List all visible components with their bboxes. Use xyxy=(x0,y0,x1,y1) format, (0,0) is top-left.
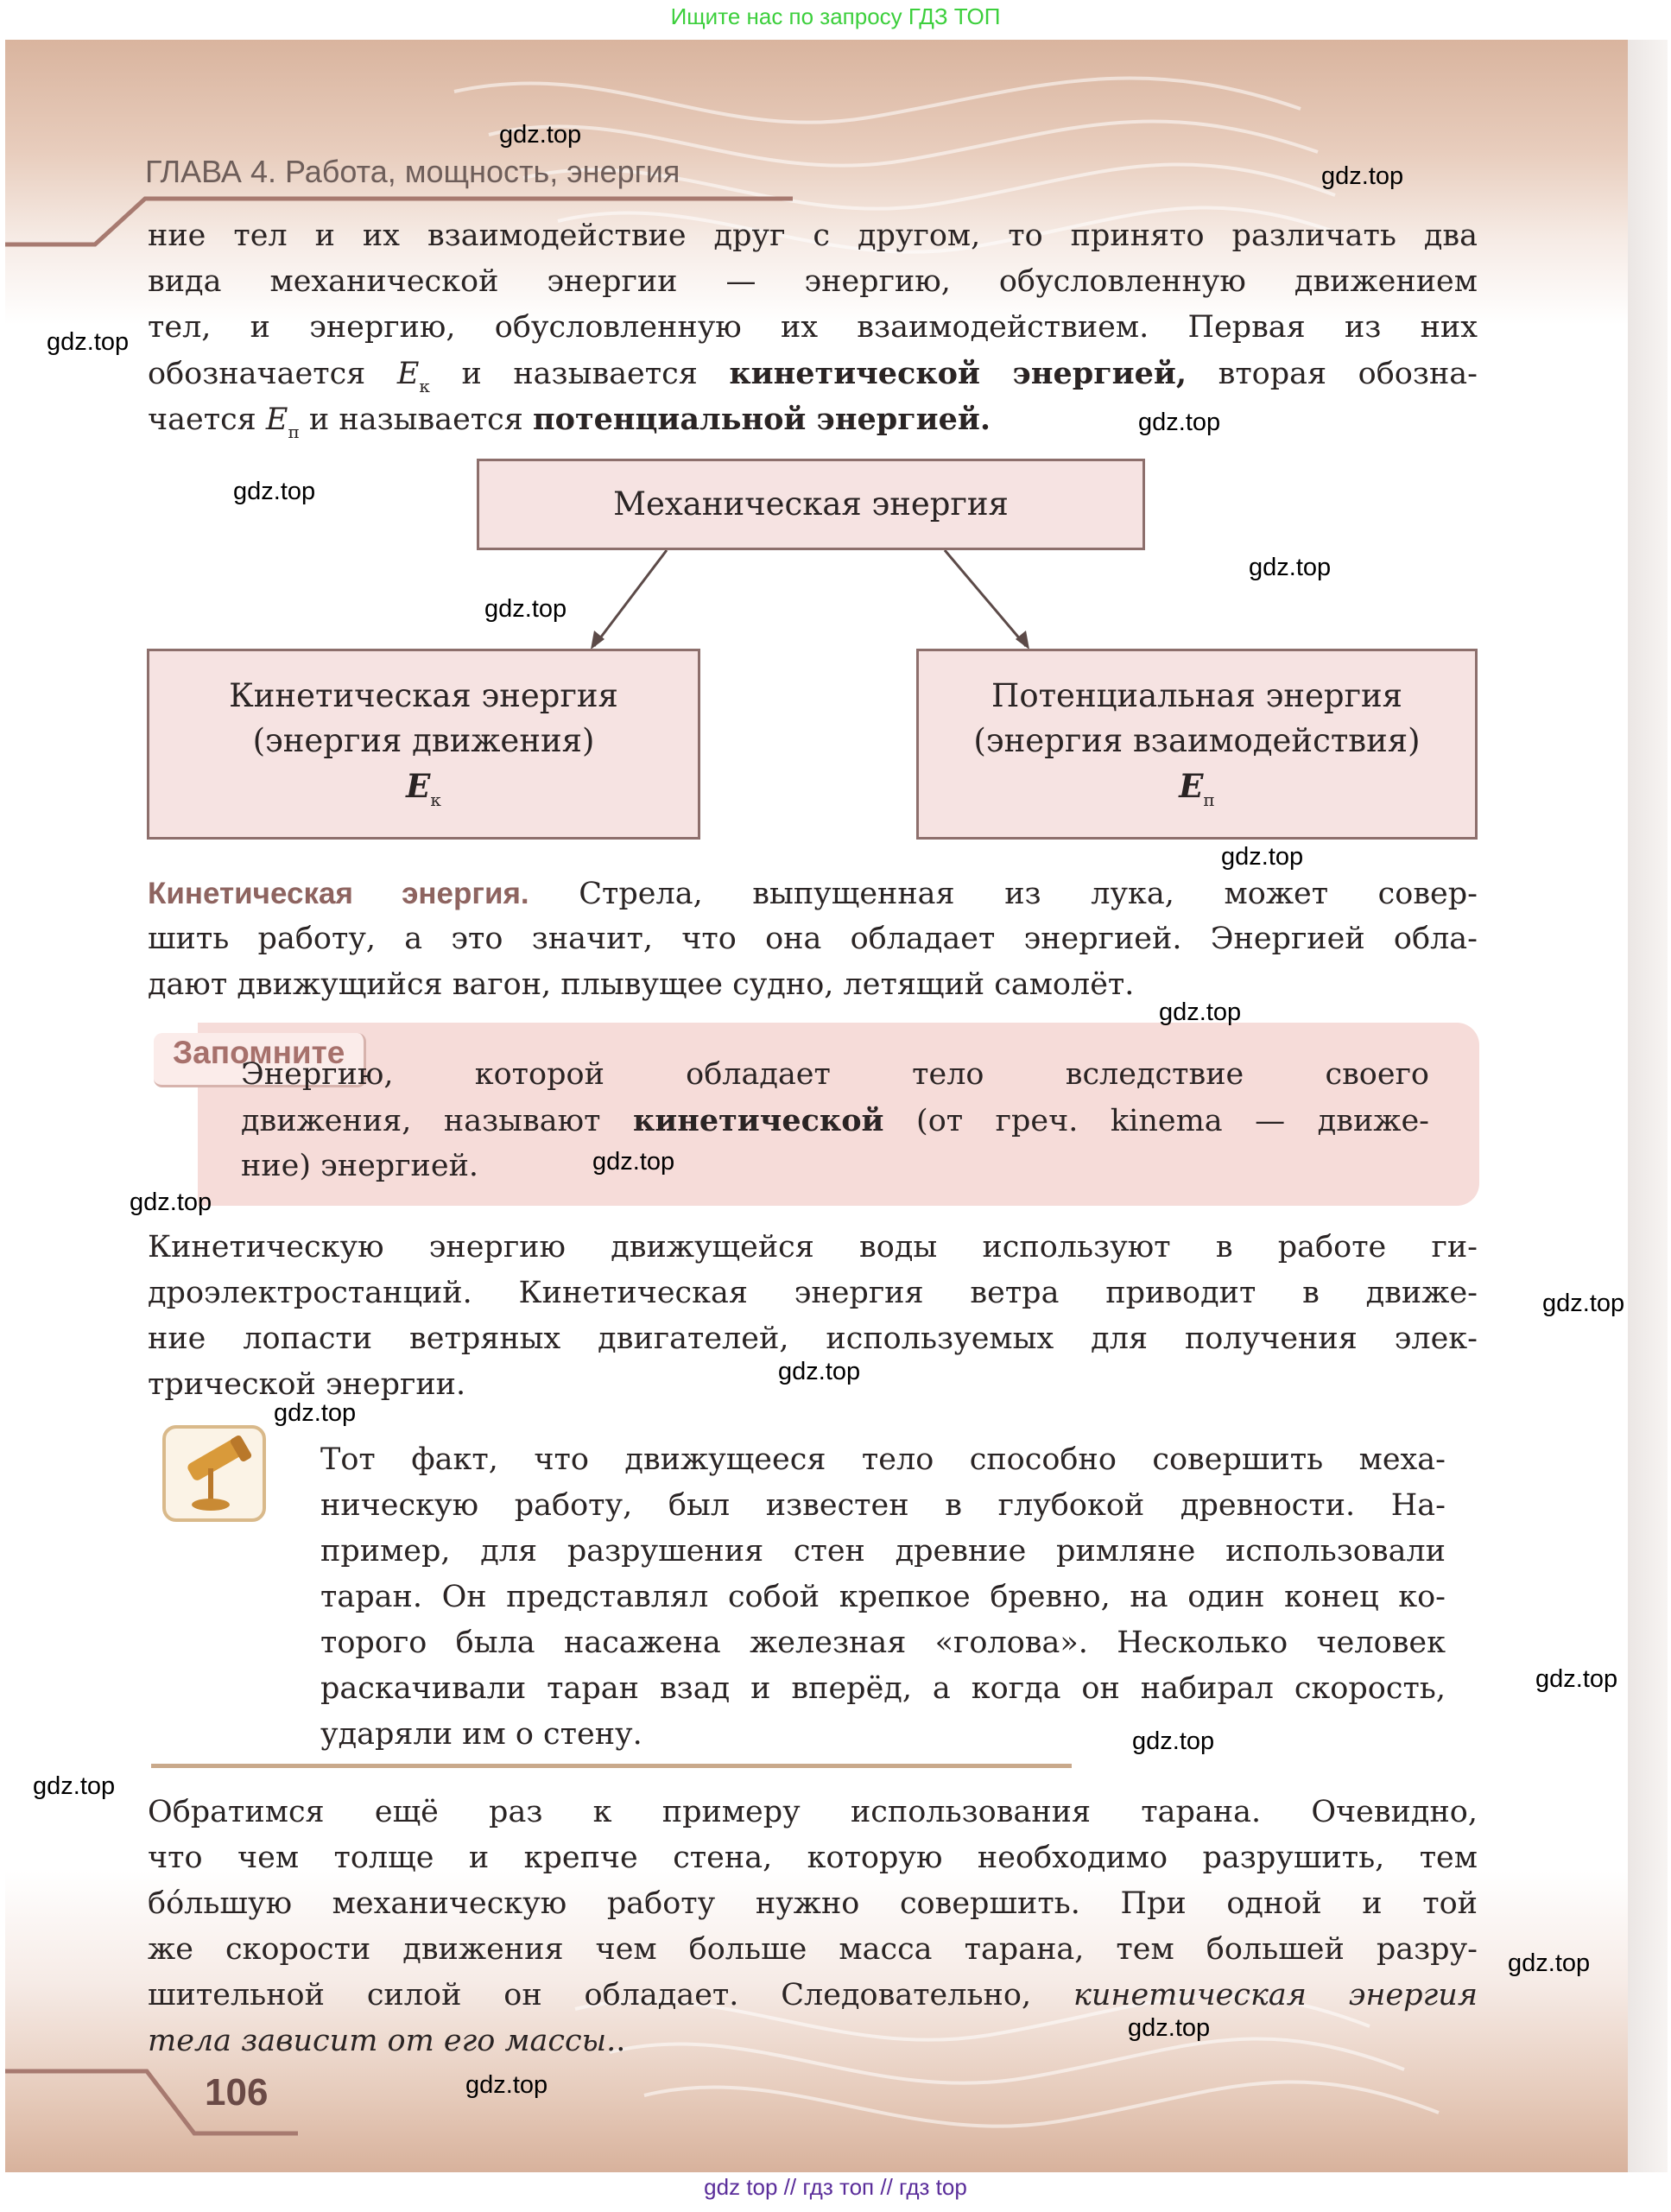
watermark: gdz.top xyxy=(130,1188,212,1216)
text-line xyxy=(148,396,1478,442)
text-segment: . xyxy=(616,2024,626,2058)
text-segment: шить работу, а это значит, что она обладает энергией. Энергией обла- xyxy=(148,922,1478,956)
diagram-root-label: Механическая энергия xyxy=(613,485,1009,523)
diagram-box-kinetic-energy xyxy=(147,649,700,840)
watermark: gdz.top xyxy=(47,328,130,356)
text-segment: Кинетическая энергия. xyxy=(148,877,529,910)
top-banner[interactable]: Ищите нас по запросу ГДЗ ТОП xyxy=(670,3,1001,29)
text-segment: E xyxy=(265,402,288,437)
text-line xyxy=(148,1316,1478,1362)
potential-symbol-subscript: п xyxy=(1203,789,1215,810)
text-segment: вида механической энергии — энергию, обусловленную движением xyxy=(148,264,1478,299)
text-line xyxy=(148,962,1478,1008)
remember-text xyxy=(241,1052,1429,1189)
kinetic-energy-paragraph xyxy=(148,871,1478,1008)
watermark: gdz.top xyxy=(1221,843,1304,871)
text-line xyxy=(320,1437,1446,1483)
text-segment: ударяли им о стену. xyxy=(320,1717,642,1752)
text-line xyxy=(148,213,1478,259)
text-line xyxy=(241,1052,1429,1098)
text-segment: и называется xyxy=(429,357,730,391)
text-segment: к xyxy=(419,376,430,396)
text-segment: потенциальной энергией. xyxy=(532,402,991,437)
text-segment: Энергию, которой обладает тело вследствие своего xyxy=(241,1057,1429,1092)
diagram-box-potential-energy xyxy=(916,649,1478,840)
text-segment: кинетической энергией, xyxy=(729,356,1187,391)
text-segment: чается xyxy=(148,402,266,437)
watermark: gdz.top xyxy=(1508,1949,1591,1977)
text-segment: движения, называют xyxy=(241,1104,633,1138)
text-segment: обозначается xyxy=(148,357,397,391)
text-segment: Кинетическую энергию движущейся воды используют в работе ги- xyxy=(148,1230,1478,1264)
remember-label: Запомните xyxy=(154,1033,366,1087)
text-line xyxy=(320,1666,1446,1712)
text-segment: Тот факт, что движущееся тело способно совершить меха- xyxy=(320,1442,1446,1477)
text-line xyxy=(148,1927,1478,1973)
section-separator xyxy=(151,1764,1072,1768)
text-line xyxy=(148,1225,1478,1271)
potential-box-subtitle: (энергия взаимодействия) xyxy=(973,722,1421,759)
text-line xyxy=(148,1973,1478,2019)
intro-paragraph xyxy=(148,213,1478,442)
ram-paragraph xyxy=(148,1790,1478,2064)
text-segment: ническую работу, был известен в глубокой древности. На- xyxy=(320,1488,1446,1523)
kinetic-box-title: Кинетическая энергия xyxy=(229,677,618,714)
text-line xyxy=(148,259,1478,305)
text-segment: раскачивали таран взад и вперёд, а когда он набирал скорость, xyxy=(320,1671,1446,1706)
text-segment: тела зависит от его массы. xyxy=(148,2024,617,2058)
page-number: 106 xyxy=(205,2071,269,2114)
watermark: gdz.top xyxy=(1535,1665,1618,1693)
text-line xyxy=(148,871,1478,916)
text-line xyxy=(148,2019,1478,2064)
potential-box-title: Потенциальная энергия xyxy=(991,677,1402,714)
text-segment: ние) энергией. xyxy=(241,1149,479,1183)
text-segment: тел, и энергию, обусловленную их взаимодействием. Первая из них xyxy=(148,310,1478,345)
text-segment: шительной силой он обладает. Следовательно, xyxy=(148,1978,1073,2012)
text-line xyxy=(320,1529,1446,1575)
text-segment: и называется xyxy=(299,402,533,437)
text-line xyxy=(320,1712,1446,1758)
text-segment: п xyxy=(288,421,300,442)
text-line xyxy=(320,1575,1446,1620)
page-edge xyxy=(1628,40,1668,2172)
text-line xyxy=(320,1483,1446,1529)
text-segment: вторая обозна- xyxy=(1187,357,1478,391)
text-line xyxy=(148,916,1478,962)
text-segment: таран. Он представлял собой крепкое бревно, на один конец ко- xyxy=(320,1580,1446,1614)
text-segment: торого была насажена железная «голова». Несколько человек xyxy=(320,1626,1446,1660)
history-paragraph xyxy=(320,1437,1446,1758)
text-segment: что чем толще и крепче стена, которую необходимо разрушить, тем xyxy=(148,1841,1478,1875)
text-line xyxy=(320,1620,1446,1666)
text-segment: же скорости движения чем больше масса тарана, тем большей разру- xyxy=(148,1932,1478,1967)
watermark: gdz.top xyxy=(592,1148,675,1176)
text-segment: бóльшую механическую работу нужно совершить. При одной и той xyxy=(148,1886,1478,1921)
watermark: gdz.top xyxy=(274,1399,357,1427)
text-segment: дают движущийся вагон, плывущее судно, летящий самолёт. xyxy=(148,967,1135,1002)
watermark: gdz.top xyxy=(33,1772,116,1800)
footer-banner[interactable]: gdz top // гдз топ // гдз top xyxy=(704,2174,967,2200)
text-line xyxy=(148,1271,1478,1316)
text-segment: Стрела, выпущенная из лука, может совер- xyxy=(529,877,1478,911)
text-segment: E xyxy=(396,357,420,391)
text-line xyxy=(148,305,1478,351)
watermark: gdz.top xyxy=(1249,554,1332,581)
watermark: gdz.top xyxy=(499,121,582,149)
watermark: gdz.top xyxy=(1159,998,1242,1026)
watermark: gdz.top xyxy=(1321,162,1404,190)
text-segment: ние тел и их взаимодействие друг с другом, то принято различать два xyxy=(148,219,1478,253)
text-line xyxy=(148,1790,1478,1835)
text-segment: Обратимся ещё раз к примеру использования тарана. Очевидно, xyxy=(148,1795,1478,1829)
text-line xyxy=(148,1881,1478,1927)
watermark: gdz.top xyxy=(465,2071,548,2099)
text-line xyxy=(241,1144,1429,1189)
text-line xyxy=(241,1098,1429,1144)
watermark: gdz.top xyxy=(778,1358,861,1385)
watermark: gdz.top xyxy=(1138,409,1221,436)
chapter-title: ГЛАВА 4. Работа, мощность, энергия xyxy=(145,154,680,189)
text-line xyxy=(148,351,1478,396)
kinetic-symbol-subscript: к xyxy=(430,789,441,810)
watermark: gdz.top xyxy=(1128,2014,1211,2042)
watermark: gdz.top xyxy=(484,595,567,623)
text-segment: кинетической xyxy=(632,1103,884,1138)
telescope-icon xyxy=(161,1423,269,1525)
text-segment: трической энергии. xyxy=(148,1367,466,1402)
diagram-box-mechanical-energy xyxy=(477,459,1145,550)
text-segment: дроэлектростанций. Кинетическая энергия ветра приводит в движе- xyxy=(148,1276,1478,1310)
text-segment: ние лопасти ветряных двигателей, используемых для получения элек- xyxy=(148,1321,1478,1356)
text-segment: кинетическая энергия xyxy=(1073,1978,1478,2012)
potential-symbol: E xyxy=(1179,767,1204,805)
watermark: gdz.top xyxy=(233,478,316,505)
text-segment: (от греч. kinema — движе- xyxy=(883,1104,1430,1138)
kinetic-symbol: E xyxy=(406,767,431,805)
watermark: gdz.top xyxy=(1132,1727,1215,1755)
watermark: gdz.top xyxy=(1542,1290,1625,1317)
text-line xyxy=(148,1835,1478,1881)
kinetic-box-subtitle: (энергия движения) xyxy=(252,722,595,759)
text-segment: пример, для разрушения стен древние римляне использовали xyxy=(320,1534,1446,1569)
